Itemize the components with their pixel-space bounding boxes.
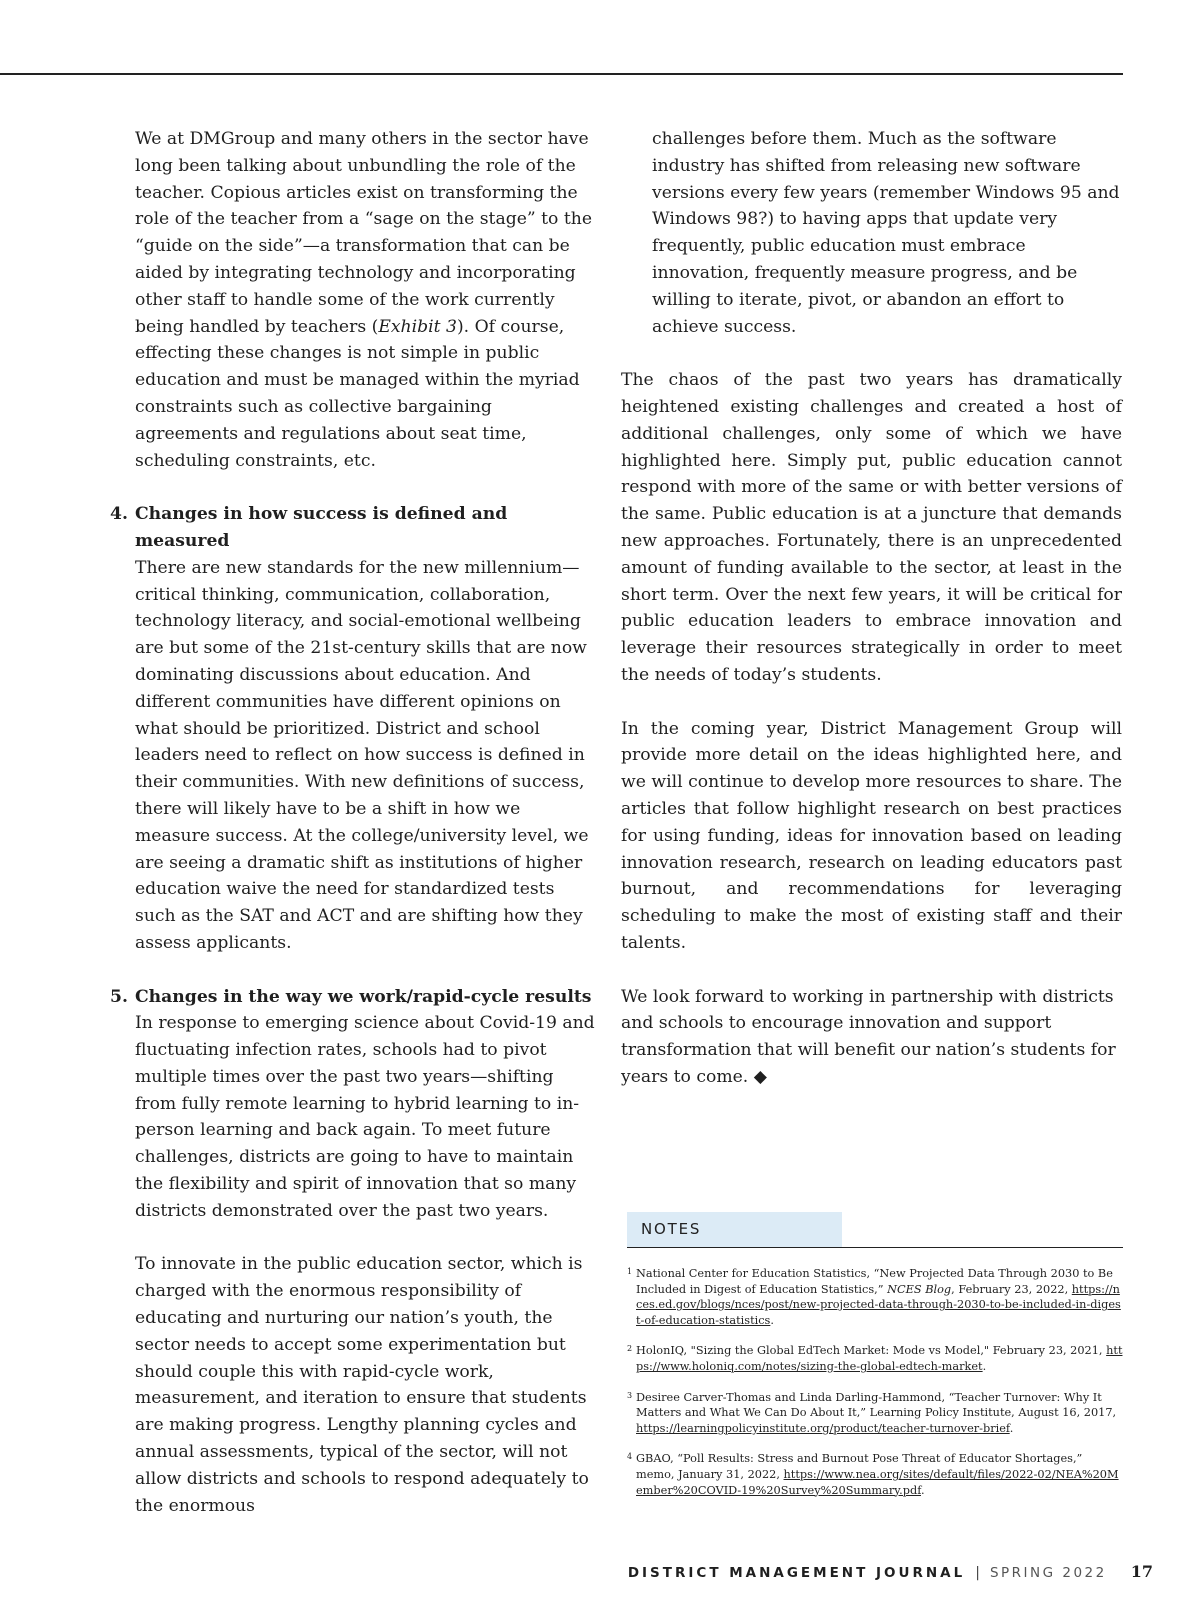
journal-title: DISTRICT MANAGEMENT JOURNAL — [627, 1565, 966, 1581]
note-item — [627, 1451, 1123, 1498]
list-number-5: 5. — [110, 986, 128, 1007]
right-column — [621, 126, 1122, 1091]
note-number: 4 — [627, 1452, 633, 1462]
note-number: 3 — [627, 1390, 633, 1400]
note-link[interactable]: https://www.holoniq.com/notes/sizing-the-global-edtech-market — [636, 1344, 1123, 1373]
list-item-5 — [110, 984, 596, 1520]
list-body-5-paragraph-2: To innovate in the public education sector, which is charged with the enormous responsibility of educating and nurturing our nation’s youth, the sector needs to accept some experimentation but should couple this with rapid-cycle work, measurement, and iteration to ensure that students are making progress. Lengthy planning cycles and annual assessments, typical of the sector, will not allow districts and schools to respond adequately to the enormous — [135, 1254, 589, 1516]
note-end: . — [1009, 1421, 1014, 1435]
note-text-after: , February 23, 2022, — [951, 1282, 1069, 1296]
note-end: . — [770, 1313, 774, 1327]
notes-title: NOTES — [627, 1212, 842, 1247]
note-text: HolonIQ, "Sizing the Global EdTech Market: Mode vs Model," February 23, 2021, — [636, 1344, 1103, 1358]
note-end: . — [982, 1359, 987, 1373]
notes-list — [627, 1266, 1123, 1513]
note-link[interactable]: https://learningpolicyinstitute.org/product/teacher-turnover-brief — [636, 1421, 1010, 1435]
list-heading-4: Changes in how success is defined and measured — [135, 504, 508, 551]
note-text: Desiree Carver-Thomas and Linda Darling-Hammond, “Teacher Turnover: Why It Matters and What We Can Do About It,” Learning Policy Institute, August 16, 2017, — [636, 1390, 1117, 1420]
footer-separator: | — [975, 1565, 980, 1581]
notes-header — [627, 1212, 1123, 1248]
note-item — [627, 1266, 1123, 1328]
note-end: . — [920, 1483, 925, 1497]
note-link[interactable]: https://www.nea.org/sites/default/files/2022-02/NEA%20Member%20COVID-19%20Survey%20Summary.pdf — [636, 1467, 1119, 1497]
note-number: 2 — [627, 1344, 633, 1354]
left-column — [110, 126, 596, 1519]
exhibit-reference: Exhibit 3 — [378, 316, 457, 337]
note-link[interactable]: https://nces.ed.gov/blogs/nces/post/new-projected-data-through-2030-to-be-included-in-digest-of-education-statistics — [636, 1282, 1121, 1327]
top-rule — [0, 73, 1123, 75]
note-italic: NCES Blog — [887, 1282, 952, 1296]
note-text: GBAO, “Poll Results: Stress and Burnout Pose Threat of Educator Shortages,” memo, January 31, 2022, — [636, 1452, 1083, 1481]
conclusion-paragraph-2: In the coming year, District Management Group will provide more detail on the ideas highlighted here, and we will continue to develop more resources to share. The articles that follow highlight research on best practices for using funding, ideas for innovation based on leading innovation research, research on leading educators past burnout, and recommendations for leveraging scheduling to make the most of existing staff and their talents. — [621, 718, 1122, 953]
intro-text: We at DMGroup and many others in the sector have long been talking about unbundling the role of the teacher. Copious articles exist on transforming the role of the teacher from a “sage on the stage” to the “guide on the side”—a transformation that can be aided by integrating technology and incorporating other staff to handle some of the work currently being handled by teachers ( — [135, 129, 592, 337]
continued-paragraph: challenges before them. Much as the software industry has shifted from releasing new software versions every few years (remember Windows 95 and Windows 98?) to having apps that update very frequently, public education must embrace innovation, frequently measure progress, and be willing to iterate, pivot, or abandon an effort to achieve success. — [652, 129, 1120, 337]
list-heading-5: Changes in the way we work/rapid-cycle results — [135, 986, 592, 1007]
list-item-4 — [110, 501, 596, 957]
note-item — [627, 1343, 1123, 1374]
page-number: 17 — [1130, 1562, 1153, 1581]
conclusion-paragraph-1: The chaos of the past two years has dramatically heightened existing challenges and created a host of additional challenges, only some of which we have highlighted here. Simply put, public education cannot respond with more of the same or with better versions of the same. Public education is at a juncture that demands new approaches. Fortunately, there is an unprecedented amount of funding available to the sector, at least in the short term. Over the next few years, it will be critical for public education leaders to embrace innovation and leverage their resources strategically in order to meet the needs of today’s students. — [621, 370, 1122, 685]
note-number: 1 — [627, 1267, 633, 1276]
list-body-5: In response to emerging science about Covid-19 and fluctuating infection rates, schools had to pivot multiple times over the past two years—shifting from fully remote learning to hybrid learning to in-person learning and back again. To meet future challenges, districts are going to have to maintain the flexibility and spirit of innovation that so many districts demonstrated over the past two years. — [135, 1013, 595, 1221]
intro-text-end: ). Of course, effecting these changes is not simple in public education and must be managed within the myriad constraints such as collective bargaining agreements and regulations about seat time, scheduling constraints, etc. — [135, 316, 580, 471]
intro-paragraph — [110, 126, 596, 474]
conclusion-paragraph-3: We look forward to working in partnership with districts and schools to encourage innovation and support transformation that will benefit our nation’s students for years to come. ◆ — [621, 986, 1116, 1087]
list-number-4: 4. — [110, 504, 128, 525]
list-body-4: There are new standards for the new millennium—critical thinking, communication, collaboration, technology literacy, and social-emotional wellbeing are but some of the 21st-century skills that are now dominating discussions about education. And different communities have different opinions on what should be prioritized. District and school leaders need to reflect on how success is defined in their communities. With new definitions of success, there will likely have to be a shift in how we measure success. At the college/university level, we are seeing a dramatic shift as institutions of higher education waive the need for standardized tests such as the SAT and ACT and are shifting how they assess applicants. — [135, 557, 589, 953]
note-item — [627, 1390, 1123, 1437]
page-footer — [628, 1562, 1153, 1584]
issue-season: SPRING 2022 — [989, 1565, 1107, 1581]
note-text: National Center for Education Statistics, “New Projected Data Through 2030 to Be Included in Digest of Education Statistics,” — [636, 1267, 1113, 1296]
